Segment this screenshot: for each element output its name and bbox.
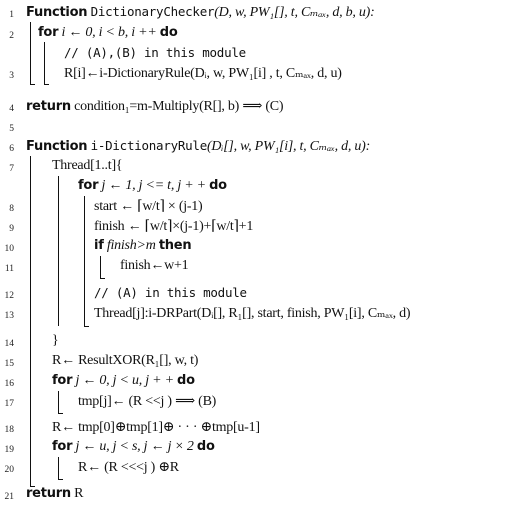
algo-line-21 xyxy=(0,484,524,508)
algo-line-11 xyxy=(0,256,524,280)
line-number: 9 xyxy=(9,224,14,234)
block-tick-function-2 xyxy=(30,486,35,487)
block-tick-for-j xyxy=(84,326,89,327)
function-name: i-DictionaryRule xyxy=(90,138,207,153)
keyword: return xyxy=(26,99,71,114)
keyword: for xyxy=(52,439,73,454)
function-args: (Dᵢ[], w, PW₁[i], t, Cₘₐₓ, d, u): xyxy=(206,139,370,154)
block-tick-for-j-u xyxy=(58,413,63,414)
keyword: do xyxy=(196,439,215,454)
algo-line-17 xyxy=(0,391,524,415)
statement: Thread[1..t]{ xyxy=(52,158,123,173)
block-bar-for-j-s xyxy=(58,457,59,479)
block-bar-for-j xyxy=(84,196,85,326)
loop-condition: j ← u, j < s, j ← j × 2 xyxy=(75,439,194,454)
statement: R← (R <<<j ) ⊕R xyxy=(78,460,179,475)
line-number: 21 xyxy=(4,492,14,502)
line-number: 11 xyxy=(4,264,14,274)
statement: R← tmp[0]⊕tmp[1]⊕ · · · ⊕tmp[u-1] xyxy=(52,420,260,435)
keyword: then xyxy=(158,238,192,253)
line-number: 20 xyxy=(4,465,14,475)
keyword: do xyxy=(159,25,178,40)
keyword: for xyxy=(52,373,73,388)
algo-line-20 xyxy=(0,457,524,481)
function-name: DictionaryChecker xyxy=(90,4,215,19)
comment: // (A) in this module xyxy=(94,285,247,300)
line-number: 6 xyxy=(9,144,14,154)
loop-condition: j ← 0, j < u, j + + xyxy=(75,373,174,388)
keyword: for xyxy=(38,25,59,40)
block-tick-if xyxy=(100,278,105,279)
line-number: 17 xyxy=(4,399,14,409)
line-number: 4 xyxy=(9,104,14,114)
line-number: 13 xyxy=(4,311,14,321)
block-bar-for-i xyxy=(44,42,45,84)
line-number: 16 xyxy=(4,379,14,389)
keyword: for xyxy=(78,178,99,193)
block-bar-function-2 xyxy=(30,156,31,486)
line-number: 3 xyxy=(9,71,14,81)
block-tick-for-j-s xyxy=(58,479,63,480)
line-number: 5 xyxy=(9,124,14,134)
block-bar-for-j-u xyxy=(58,391,59,413)
statement: R[i]←i-DictionaryRule(Dᵢ, w, PW₁[i] , t, Cₘₐₓ, d, u) xyxy=(64,66,342,81)
statement: condition₁=m-Multiply(R[], b) ⟹ (C) xyxy=(74,99,284,114)
statement: finish ← ⌈w/t⌉×(j-1)+⌈w/t⌉+1 xyxy=(94,219,254,234)
block-bar-if xyxy=(100,256,101,278)
line-number: 10 xyxy=(4,244,14,254)
line-number: 8 xyxy=(9,204,14,214)
block-tick-function-1 xyxy=(30,84,35,85)
statement: finish←w+1 xyxy=(120,258,189,273)
line-number: 14 xyxy=(4,339,14,349)
line-number: 12 xyxy=(4,291,14,301)
keyword: Function xyxy=(26,5,88,20)
line-number: 19 xyxy=(4,445,14,455)
statement: Thread[j]:i-DRPart(Dᵢ[], R₁[], start, finish, PW₁[i], Cₘₐₓ, d) xyxy=(94,306,411,321)
keyword: Function xyxy=(26,139,88,154)
line-number: 15 xyxy=(4,359,14,369)
statement: R xyxy=(74,486,84,501)
statement: tmp[j]← (R <<j ) ⟹ (B) xyxy=(78,394,217,409)
line-number: 7 xyxy=(9,164,14,174)
statement: R← ResultXOR(R₁[], w, t) xyxy=(52,353,199,368)
function-args: (D, w, PW₁[], t, Cₘₐₓ, d, b, u): xyxy=(214,5,375,20)
keyword: return xyxy=(26,486,71,501)
keyword: do xyxy=(209,178,227,193)
comment: // (A),(B) in this module xyxy=(64,45,246,60)
loop-condition: j ← 1, j <= t, j + + xyxy=(101,178,206,193)
algo-line-13 xyxy=(0,303,524,327)
statement: start ← ⌈w/t⌉ × (j-1) xyxy=(94,199,203,214)
block-tick-for-i xyxy=(44,84,49,85)
line-number: 2 xyxy=(9,31,14,41)
line-number: 1 xyxy=(9,10,14,20)
loop-condition: i ← 0, i < b, i ++ xyxy=(61,25,157,40)
statement: } xyxy=(52,333,59,348)
block-bar-thread xyxy=(58,176,59,326)
block-bar-function-1 xyxy=(30,22,31,84)
keyword: if xyxy=(94,238,104,253)
algo-line-3 xyxy=(0,63,524,87)
if-condition: finish>m xyxy=(106,238,156,253)
keyword: do xyxy=(177,373,195,388)
line-number: 18 xyxy=(4,425,14,435)
